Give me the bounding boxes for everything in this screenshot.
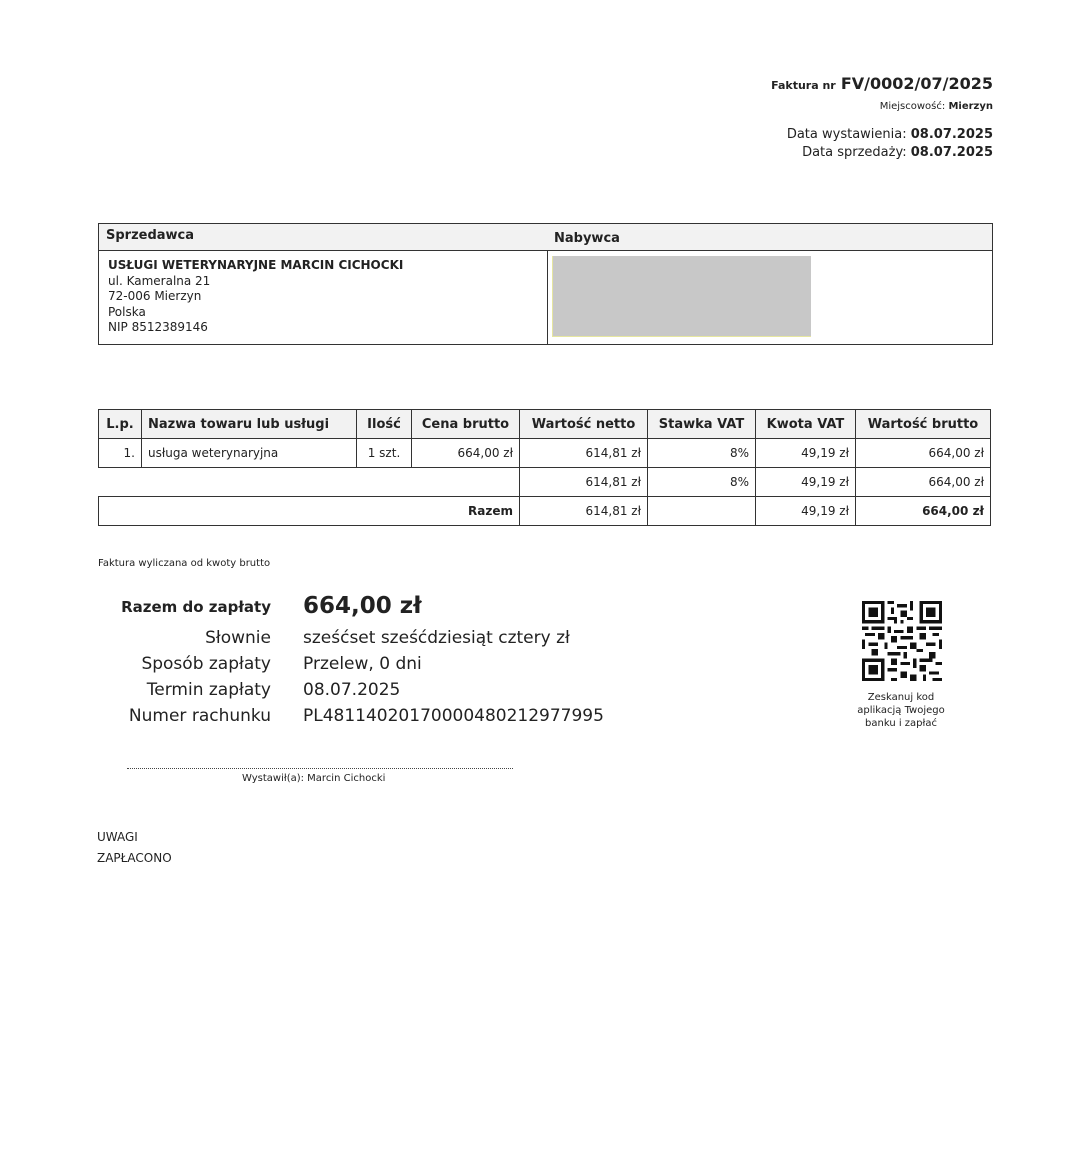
subtotal-gross: 664,00 zł <box>856 468 991 497</box>
payment-qr-code <box>862 601 942 681</box>
qr-caption-line1: Zeskanuj kod <box>867 692 935 703</box>
sale-date-value: 08.07.2025 <box>910 145 993 160</box>
col-header-price: Cena brutto <box>412 410 520 439</box>
remarks-label: UWAGI <box>97 830 138 844</box>
issuer-name: Wystawił(a): Marcin Cichocki <box>242 773 386 784</box>
invoice-number-label: Faktura nr <box>771 79 836 92</box>
issue-date <box>787 126 993 144</box>
words-label: Słownie <box>205 628 271 648</box>
col-header-name: Nazwa towaru lub usługi <box>142 410 357 439</box>
items-table <box>98 409 991 526</box>
calculation-note: Faktura wyliczana od kwoty brutto <box>98 558 271 569</box>
words-value: sześćset sześćdziesiąt cztery zł <box>303 628 570 648</box>
seller-details <box>99 251 547 343</box>
account-value: PL48114020170000480212977995 <box>303 706 604 726</box>
col-header-lp: L.p. <box>99 410 142 439</box>
invoice-number <box>771 74 993 93</box>
cell-lp: 1. <box>99 439 142 468</box>
due-date-label: Termin zapłaty <box>146 680 271 700</box>
buyer-redacted-block <box>552 256 811 337</box>
place-label: Miejscowość: <box>879 101 946 112</box>
subtotal-spacer <box>99 468 520 497</box>
table-row <box>99 439 991 468</box>
issue-date-label: Data wystawienia: <box>786 127 907 142</box>
total-due-value: 664,00 zł <box>303 593 422 619</box>
seller-name: USŁUGI WETERYNARYJNE MARCIN CICHOCKI <box>108 258 404 272</box>
total-label: Razem <box>99 497 520 526</box>
col-header-gross: Wartość brutto <box>856 410 991 439</box>
sale-date-label: Data sprzedaży: <box>802 145 907 160</box>
cell-name: usługa weterynaryjna <box>142 439 357 468</box>
cell-qty: 1 szt. <box>357 439 412 468</box>
buyer-section <box>547 224 992 344</box>
total-vat-rate-empty <box>648 497 756 526</box>
cell-gross: 664,00 zł <box>856 439 991 468</box>
seller-header: Sprzedawca <box>99 224 547 251</box>
cell-vat: 49,19 zł <box>756 439 856 468</box>
col-header-qty: Ilość <box>357 410 412 439</box>
cell-vat-rate: 8% <box>648 439 756 468</box>
qr-caption-line2: aplikacją Twojego <box>857 705 945 716</box>
method-label: Sposób zapłaty <box>141 654 271 674</box>
total-row <box>99 497 991 526</box>
total-due-label: Razem do zapłaty <box>121 598 271 616</box>
total-gross: 664,00 zł <box>856 497 991 526</box>
account-label: Numer rachunku <box>128 706 271 726</box>
parties-box <box>98 223 993 345</box>
qr-caption-line3: banku i zapłać <box>865 718 937 729</box>
sale-date <box>787 144 993 162</box>
subtotal-row <box>99 468 991 497</box>
seller-street: ul. Kameralna 21 <box>108 273 211 288</box>
invoice-number-value: FV/0002/07/2025 <box>840 74 993 93</box>
invoice-dates <box>787 126 993 162</box>
signature-line <box>127 768 513 769</box>
col-header-vat: Kwota VAT <box>756 410 856 439</box>
table-header-row <box>99 410 991 439</box>
invoice-place <box>880 101 993 112</box>
due-date-value: 08.07.2025 <box>303 680 401 700</box>
total-net: 614,81 zł <box>520 497 648 526</box>
remarks-text: ZAPŁACONO <box>97 851 172 865</box>
issue-date-value: 08.07.2025 <box>910 127 993 142</box>
seller-city: 72-006 Mierzyn <box>108 289 202 303</box>
cell-net: 614,81 zł <box>520 439 648 468</box>
seller-section <box>99 224 548 344</box>
subtotal-net: 614,81 zł <box>520 468 648 497</box>
place-value: Mierzyn <box>948 101 993 112</box>
subtotal-vat-rate: 8% <box>648 468 756 497</box>
col-header-net: Wartość netto <box>520 410 648 439</box>
subtotal-vat: 49,19 zł <box>756 468 856 497</box>
total-vat: 49,19 zł <box>756 497 856 526</box>
col-header-vat-rate: Stawka VAT <box>648 410 756 439</box>
method-value: Przelew, 0 dni <box>303 654 422 674</box>
qr-caption <box>836 691 966 730</box>
seller-country: Polska <box>108 304 146 319</box>
seller-nip: NIP 8512389146 <box>108 320 208 334</box>
buyer-header: Nabywca <box>547 224 992 251</box>
cell-price: 664,00 zł <box>412 439 520 468</box>
